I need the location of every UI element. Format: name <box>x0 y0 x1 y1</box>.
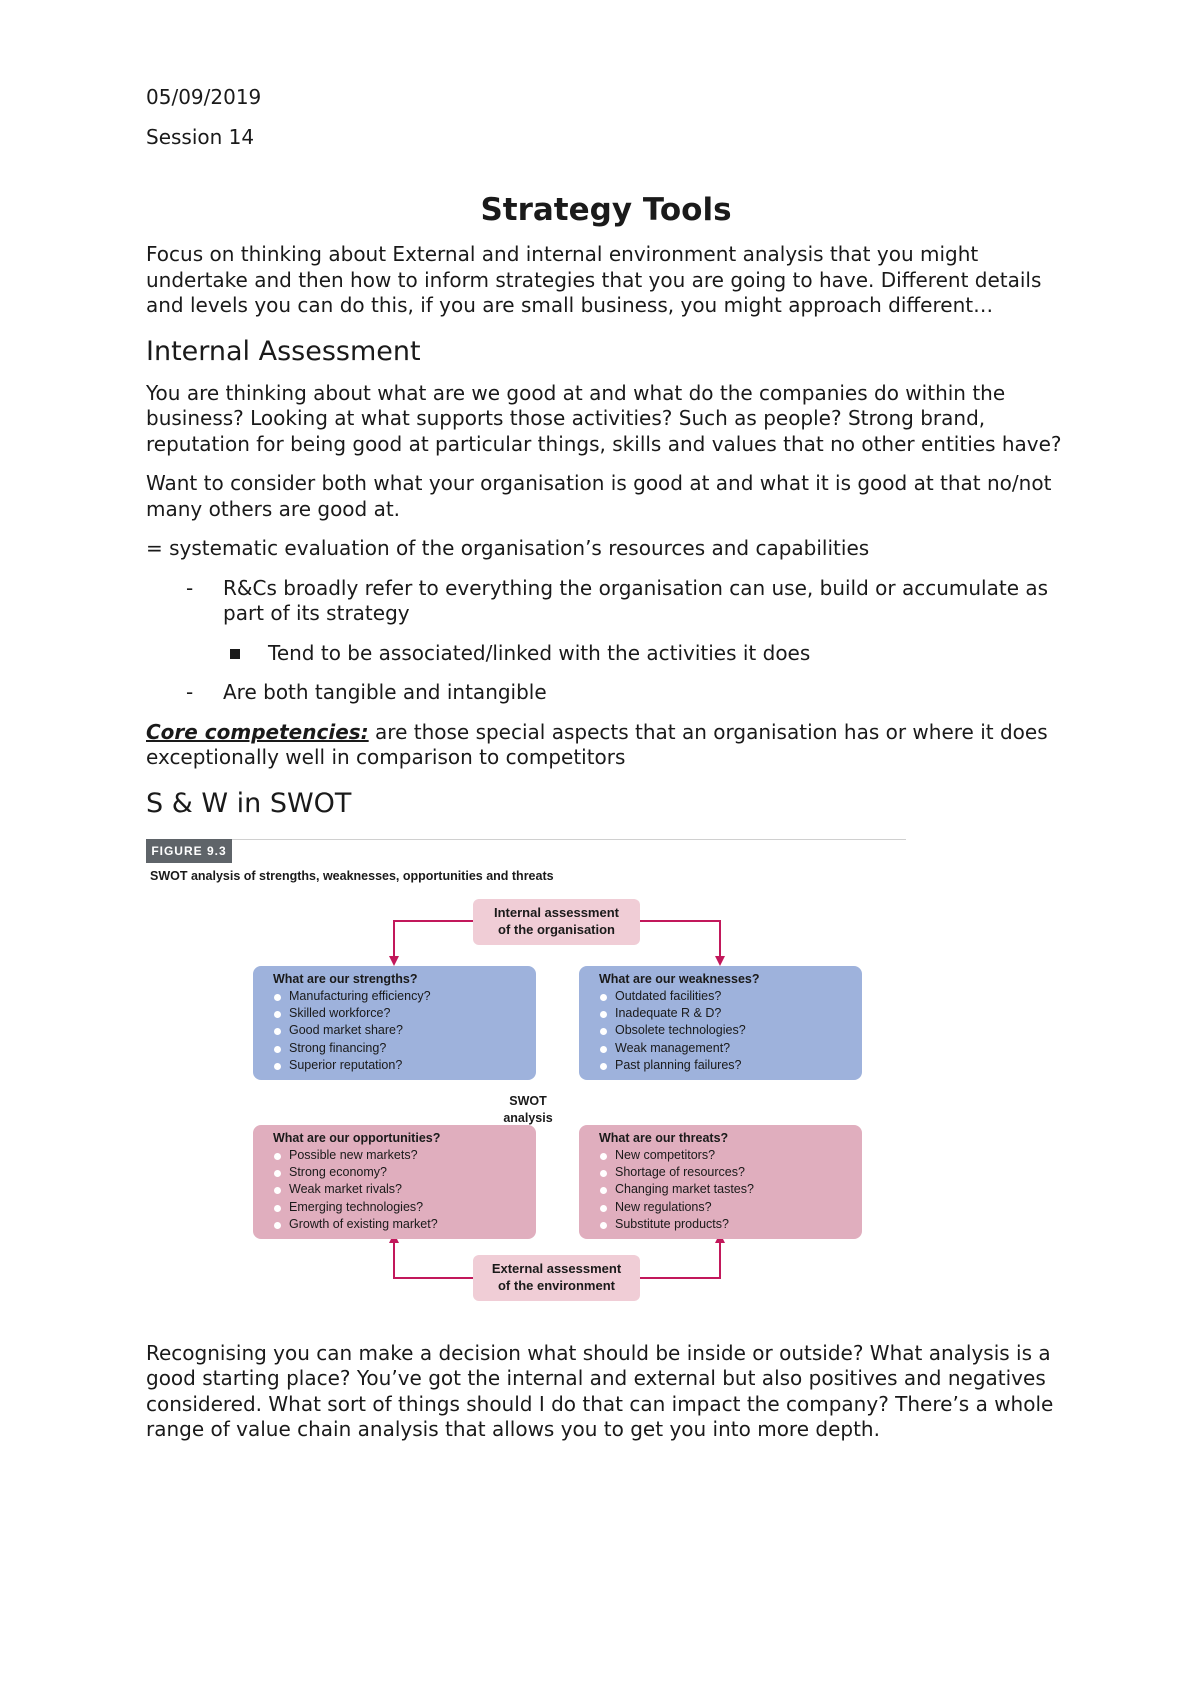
closing-paragraph: Recognising you can make a decision what should be inside or outside? What analysis is a good starting place? You’ve got the internal and external but also positives and negatives considered. What sort of things should I do that can impact the company? There’s a whole range of value chain analysis that allows you to get you into more depth. <box>146 1340 1054 1441</box>
swot-analysis-label: SWOT analysis <box>503 1093 553 1125</box>
list-item: New regulations? <box>599 1199 862 1216</box>
sub-bullet-item <box>146 641 1066 667</box>
list-item: Past planning failures? <box>599 1057 862 1074</box>
intro-paragraph: Focus on thinking about External and internal environment analysis that you might undertake and then how to inform strategies that you are going to have. Different details and levels you can do this, if you are small business, you might approach different… <box>146 242 1042 317</box>
list-item: Strong economy? <box>273 1164 536 1181</box>
bullet-dot-icon <box>274 1170 281 1177</box>
session-line: Session 14 <box>146 125 255 149</box>
list-item: Emerging technologies? <box>273 1199 536 1216</box>
bullet-dot-icon <box>600 1187 607 1194</box>
bullet-dot-icon <box>274 1063 281 1070</box>
list-item: Weak market rivals? <box>273 1181 536 1198</box>
arrow-external-to-opportunities <box>394 1238 473 1278</box>
list-item: Changing market tastes? <box>599 1181 862 1198</box>
internal-assessment-pill: Internal assessment of the organisation <box>473 899 640 945</box>
internal-paragraph-1: You are thinking about what are we good at and what do the companies do within the business? Looking at what supports those activities? Such as people? Strong brand, reputation for being good at particular things, skills and values that no other entities have? <box>146 380 1062 456</box>
opportunities-box <box>253 1125 536 1239</box>
list-item: Manufacturing efficiency? <box>273 988 536 1005</box>
swot-figure <box>146 833 906 1323</box>
core-competencies-term: Core competencies: <box>146 719 369 744</box>
core-competencies-text: are those special aspects that an organisation has or where it does exceptionally well in comparison to competitors <box>146 719 1048 769</box>
arrow-internal-to-strengths <box>394 921 473 961</box>
bullet-dot-icon <box>274 994 281 1001</box>
list-item: Weak management? <box>599 1040 862 1057</box>
list-item: Substitute products? <box>599 1216 862 1233</box>
list-item: Shortage of resources? <box>599 1164 862 1181</box>
list-item: Growth of existing market? <box>273 1216 536 1233</box>
strengths-title: What are our strengths? <box>273 971 418 986</box>
bullet-dot-icon <box>274 1222 281 1229</box>
page-title: Strategy Tools <box>480 192 732 228</box>
bullet-dot-icon <box>274 1187 281 1194</box>
list-item: Strong financing? <box>273 1040 536 1057</box>
internal-paragraph-3: = systematic evaluation of the organisation’s resources and capabilities <box>146 536 870 560</box>
bullet-dot-icon <box>600 1046 607 1053</box>
list-item: Possible new markets? <box>273 1147 536 1164</box>
bullet-dot-icon <box>600 1222 607 1229</box>
bullet-text: R&Cs broadly refer to everything the organisation can use, build or accumulate as part of its strategy <box>223 575 1049 625</box>
figure-tag: FIGURE 9.3 <box>146 839 232 863</box>
weaknesses-title: What are our weaknesses? <box>599 971 760 986</box>
list-item: Outdated facilities? <box>599 988 862 1005</box>
list-item: Obsolete technologies? <box>599 1022 862 1039</box>
bullet-dot-icon <box>600 994 607 1001</box>
core-competencies-paragraph <box>146 720 1066 771</box>
list-item: Superior reputation? <box>273 1057 536 1074</box>
figure-caption: SWOT analysis of strengths, weaknesses, opportunities and threats <box>150 868 554 883</box>
bullet-dot-icon <box>274 1153 281 1160</box>
dash-marker: - <box>186 575 194 600</box>
list-item: New competitors? <box>599 1147 862 1164</box>
bullet-item <box>146 576 1066 627</box>
dash-marker: - <box>186 680 194 704</box>
bullet-dot-icon <box>600 1205 607 1212</box>
bullet-item <box>146 680 1066 706</box>
arrow-external-to-threats <box>640 1238 720 1278</box>
bullet-text: Are both tangible and intangible <box>223 680 547 704</box>
bullet-dot-icon <box>600 1063 607 1070</box>
list-item: Skilled workforce? <box>273 1005 536 1022</box>
internal-assessment-heading: Internal Assessment <box>146 335 421 367</box>
threats-box <box>579 1125 862 1239</box>
bullet-dot-icon <box>600 1028 607 1035</box>
external-assessment-pill: External assessment of the environment <box>473 1255 640 1301</box>
internal-paragraph-2: Want to consider both what your organisation is good at and what it is good at that no/not many others are good at. <box>146 471 1052 521</box>
bullet-dot-icon <box>600 1170 607 1177</box>
arrow-internal-to-weaknesses <box>640 921 720 961</box>
list-item: Good market share? <box>273 1022 536 1039</box>
square-bullet-icon <box>230 649 240 659</box>
date-line: 05/09/2019 <box>146 85 262 109</box>
weaknesses-box <box>579 966 862 1080</box>
document-page <box>146 84 1066 1457</box>
opportunities-title: What are our opportunities? <box>273 1130 441 1145</box>
strengths-box <box>253 966 536 1080</box>
bullet-dot-icon <box>274 1011 281 1018</box>
list-item: Inadequate R & D? <box>599 1005 862 1022</box>
bullet-dot-icon <box>600 1153 607 1160</box>
bullet-dot-icon <box>274 1028 281 1035</box>
bullet-dot-icon <box>274 1205 281 1212</box>
bullet-dot-icon <box>274 1046 281 1053</box>
threats-title: What are our threats? <box>599 1130 729 1145</box>
bullet-dot-icon <box>600 1011 607 1018</box>
swot-heading: S & W in SWOT <box>146 787 352 819</box>
sub-bullet-text: Tend to be associated/linked with the activities it does <box>268 640 811 665</box>
